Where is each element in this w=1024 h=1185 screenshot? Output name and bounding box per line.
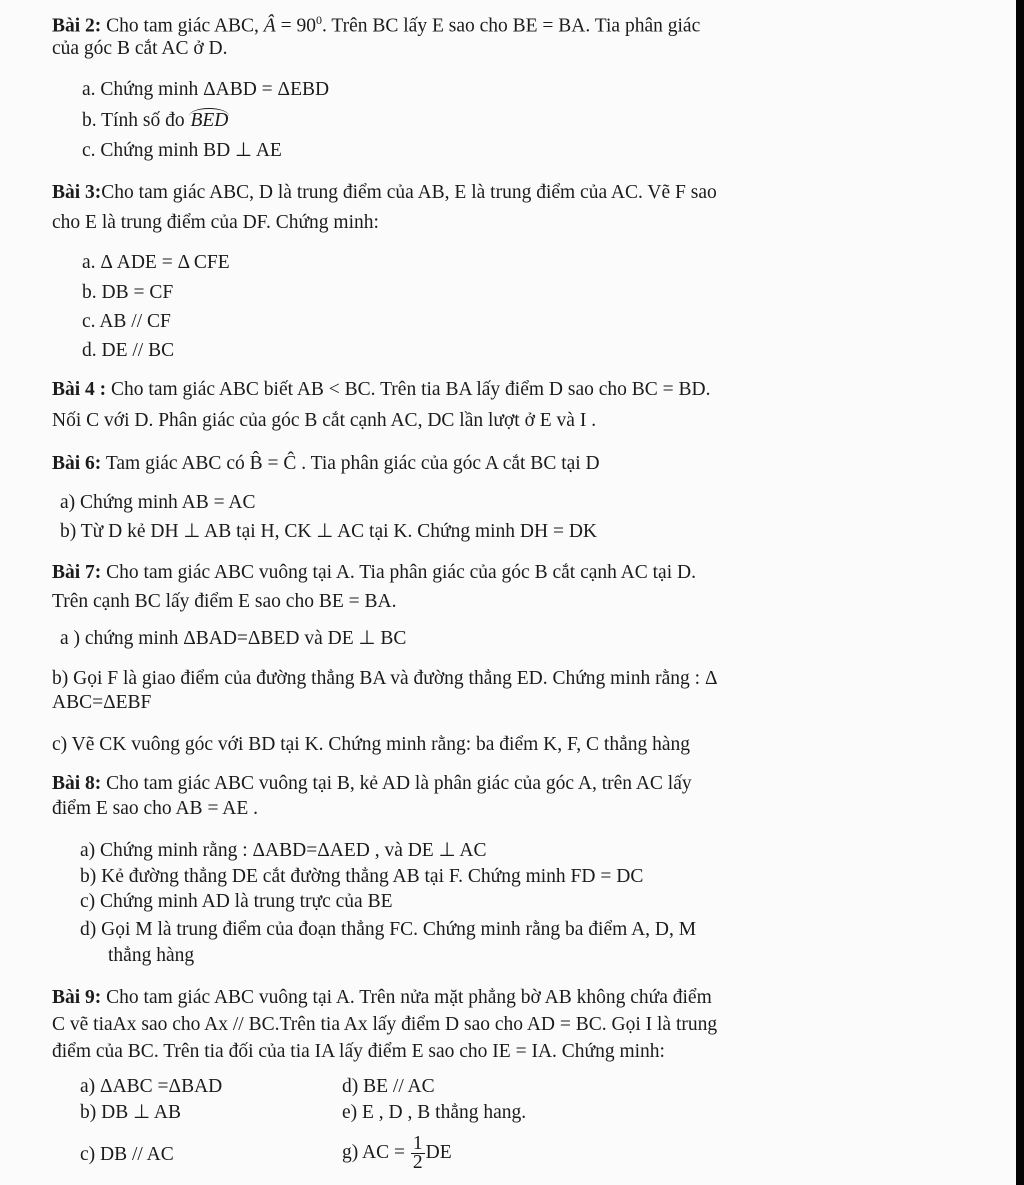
b4-line-2: Nối C với D. Phân giác của góc B cắt cạnh AC, DC lần lượt ở E và I . <box>52 410 597 431</box>
right-edge-border <box>1016 0 1024 1185</box>
b7-item-a: a ) chứng minh ΔBAD=ΔBED và DE ⊥ BC <box>60 628 407 649</box>
b3-line-1: Bài 3:Cho tam giác ABC, D là trung điểm của AB, E là trung điểm của AC. Vẽ F sao <box>52 182 717 203</box>
b7-item-b-1: b) Gọi F là giao điểm của đường thẳng BA và đường thẳng ED. Chứng minh rằng : Δ <box>52 668 718 689</box>
b8-item-b: b) Kẻ đường thẳng DE cắt đường thẳng AB tại F. Chứng minh FD = DC <box>80 866 644 887</box>
b3-item-a: a. Δ ADE = Δ CFE <box>82 252 230 273</box>
b3-title: Bài 3: <box>52 182 102 203</box>
b7-line-2: Trên cạnh BC lấy điểm E sao cho BE = BA. <box>52 591 397 612</box>
fraction-one-half: $\frac{1}{2}$ <box>412 1133 423 1174</box>
b3-line-2: cho E là trung điểm của DF. Chứng minh: <box>52 212 379 233</box>
b7-title: Bài 7: <box>52 562 102 583</box>
b8-line-1: Bài 8: Cho tam giác ABC vuông tại B, kẻ AD là phân giác của góc A, trên AC lấy <box>52 773 692 794</box>
b9-item-g: g) AC = $\frac{1}{2}$ DE <box>342 1133 452 1174</box>
b9-item-a: a) ΔABC =ΔBAD <box>80 1076 223 1097</box>
b6-title: Bài 6: <box>52 453 102 474</box>
b9-item-d: d) BE // AC <box>342 1076 435 1097</box>
b9-line-2: C vẽ tiaAx sao cho Ax // BC.Trên tia Ax lấy điểm D sao cho AD = BC. Gọi I là trung <box>52 1014 718 1035</box>
angle-bed: BED <box>190 110 229 131</box>
b8-item-a: a) Chứng minh rằng : ΔABD=ΔAED , và DE ⊥ AC <box>80 840 487 861</box>
b9-line-1: Bài 9: Cho tam giác ABC vuông tại A. Trên nửa mặt phẳng bờ AB không chứa điểm <box>52 987 712 1008</box>
b8-item-d-2: thẳng hàng <box>108 945 195 966</box>
b2-item-b: b. Tính số đo BED <box>82 110 229 131</box>
b7-line-1: Bài 7: Cho tam giác ABC vuông tại A. Tia phân giác của góc B cắt cạnh AC tại D. <box>52 562 696 583</box>
b8-title: Bài 8: <box>52 773 102 794</box>
b9-title: Bài 9: <box>52 987 102 1008</box>
b8-item-d-1: d) Gọi M là trung điểm của đoạn thẳng FC. Chứng minh rằng ba điểm A, D, M <box>80 919 697 940</box>
b9-item-c: c) DB // AC <box>80 1144 174 1165</box>
b6-item-b: b) Từ D kẻ DH ⊥ AB tại H, CK ⊥ AC tại K. Chứng minh DH = DK <box>60 521 597 542</box>
b2-title: Bài 2: <box>52 15 102 37</box>
b4-title: Bài 4 : <box>52 379 107 400</box>
b8-item-c: c) Chứng minh AD là trung trực của BE <box>80 891 393 912</box>
b7-item-b-2: ABC=ΔEBF <box>52 692 152 713</box>
b7-item-c: c) Vẽ CK vuông góc với BD tại K. Chứng minh rằng: ba điểm K, F, C thẳng hàng <box>52 734 691 755</box>
b3-item-b: b. DB = CF <box>82 282 174 303</box>
b9-line-3: điểm của BC. Trên tia đối của tia IA lấy điểm E sao cho IE = IA. Chứng minh: <box>52 1041 665 1062</box>
b6-line-1: Bài 6: Tam giác ABC có B̂ = Ĉ . Tia phân giác của góc A cắt BC tại D <box>52 453 600 474</box>
b3-item-d: d. DE // BC <box>82 340 175 361</box>
b2-item-a: a. Chứng minh ΔABD = ΔEBD <box>82 79 330 100</box>
b6-item-a: a) Chứng minh AB = AC <box>60 492 256 513</box>
b3-item-c: c. AB // CF <box>82 311 171 332</box>
b4-line-1: Bài 4 : Cho tam giác ABC biết AB < BC. Trên tia BA lấy điểm D sao cho BC = BD. <box>52 379 711 400</box>
b2-item-c: c. Chứng minh BD ⊥ AE <box>82 140 282 161</box>
b2-line-2: của góc B cắt AC ở D. <box>52 38 228 59</box>
b8-line-2: điểm E sao cho AB = AE . <box>52 798 258 819</box>
b9-item-b: b) DB ⊥ AB <box>80 1102 181 1123</box>
b9-item-e: e) E , D , B thẳng hang. <box>342 1102 527 1123</box>
b2-line-1: Bài 2: Cho tam giác ABC, Â = $90^0$. Trên BC lấy E sao cho BE = BA. Tia phân giác <box>52 13 701 37</box>
